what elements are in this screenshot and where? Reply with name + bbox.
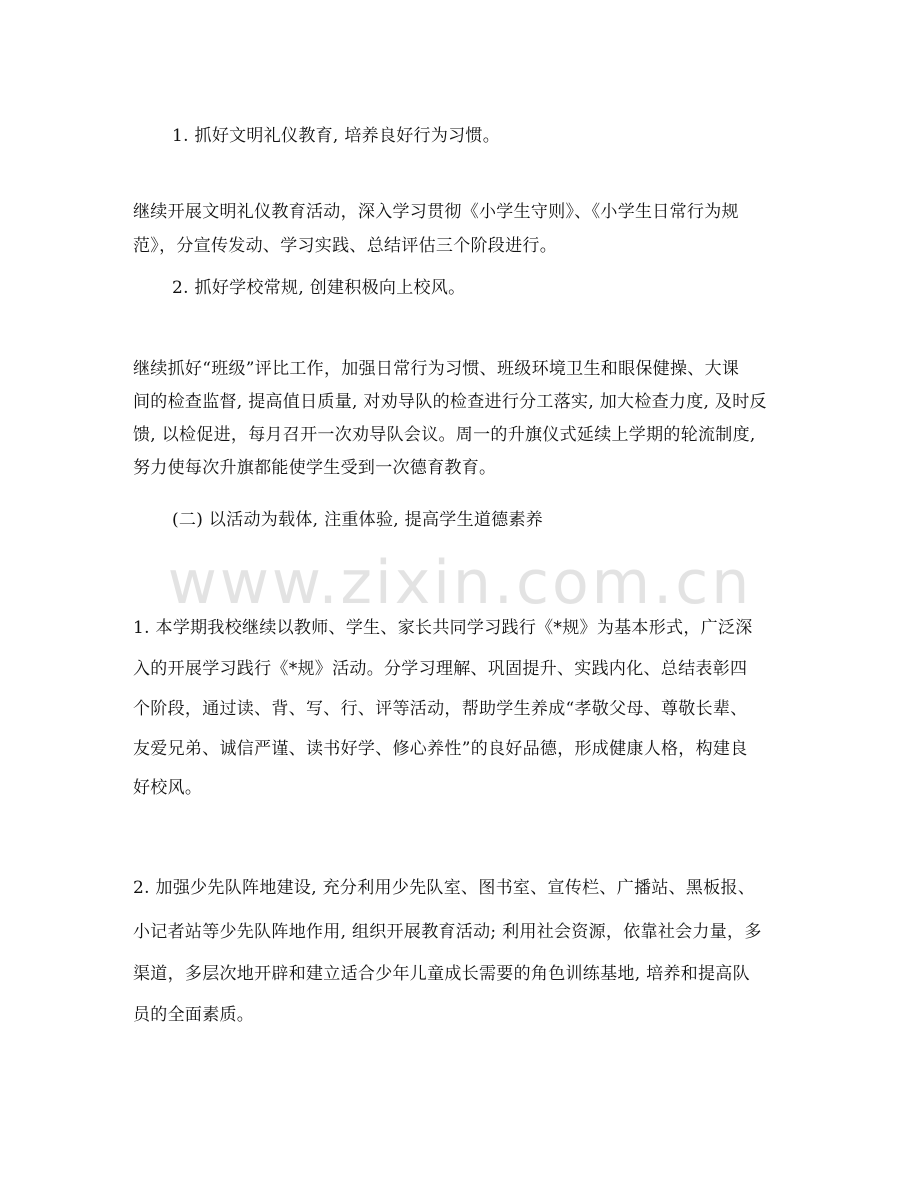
paragraph-line: 2. 加强少先队阵地建设, 充分利用少先队室、图书室、宣传栏、广播站、黑板报、 [133,878,756,898]
paragraph-line: 好校风。 [133,778,203,798]
paragraph-line: 友爱兄弟、诚信严谨、读书好学、修心养性”的良好品德，形成健康人格，构建良 [133,739,748,759]
heading-item-2: 2. 抓好学校常规, 创建积极向上校风。 [172,278,466,298]
paragraph-line: 努力使每次升旗都能使学生受到一次德育教育。 [133,458,497,478]
paragraph-line: 入的开展学习践行《*规》活动。分学习理解、巩固提升、实践内化、总结表彰四 [133,659,748,679]
paragraph-line: 员的全面素质。 [133,1005,255,1025]
watermark: www.zixin.com.cn [167,548,753,618]
paragraph-line: 1. 本学期我校继续以教师、学生、家长共同学习践行《*规》为基本形式，广泛深 [133,618,753,638]
heading-item-1: 1. 抓好文明礼仪教育, 培养良好行为习惯。 [172,126,501,146]
paragraph-line: 范》，分宣传发动、学习实践、总结评估三个阶段进行。 [133,236,557,256]
paragraph-line: 馈, 以检促进，每月召开一次劝导队会议。周一的升旗仪式延续上学期的轮流制度, [133,425,756,445]
paragraph-line: 个阶段，通过读、背、写、行、评等活动，帮助学生养成“孝敬父母、尊敬长辈、 [133,699,748,719]
section-heading: (二) 以活动为载体, 注重体验, 提高学生道德素养 [172,510,544,530]
paragraph-line: 渠道，多层次地开辟和建立适合少年儿童成长需要的角色训练基地, 培养和提高队 [133,964,750,984]
paragraph-line: 继续开展文明礼仪教育活动，深入学习贯彻《小学生守则》、《小学生日常行为规 [133,202,739,222]
paragraph-line: 继续抓好“班级”评比工作，加强日常行为习惯、班级环境卫生和眼保健操、大课 [133,359,740,379]
paragraph-line: 小记者站等少先队阵地作用, 组织开展教育活动; 利用社会资源，依靠社会力量，多 [133,922,762,942]
paragraph-line: 间的检查监督, 提高值日质量, 对劝导队的检查进行分工落实, 加大检查力度, 及时反 [133,392,767,412]
